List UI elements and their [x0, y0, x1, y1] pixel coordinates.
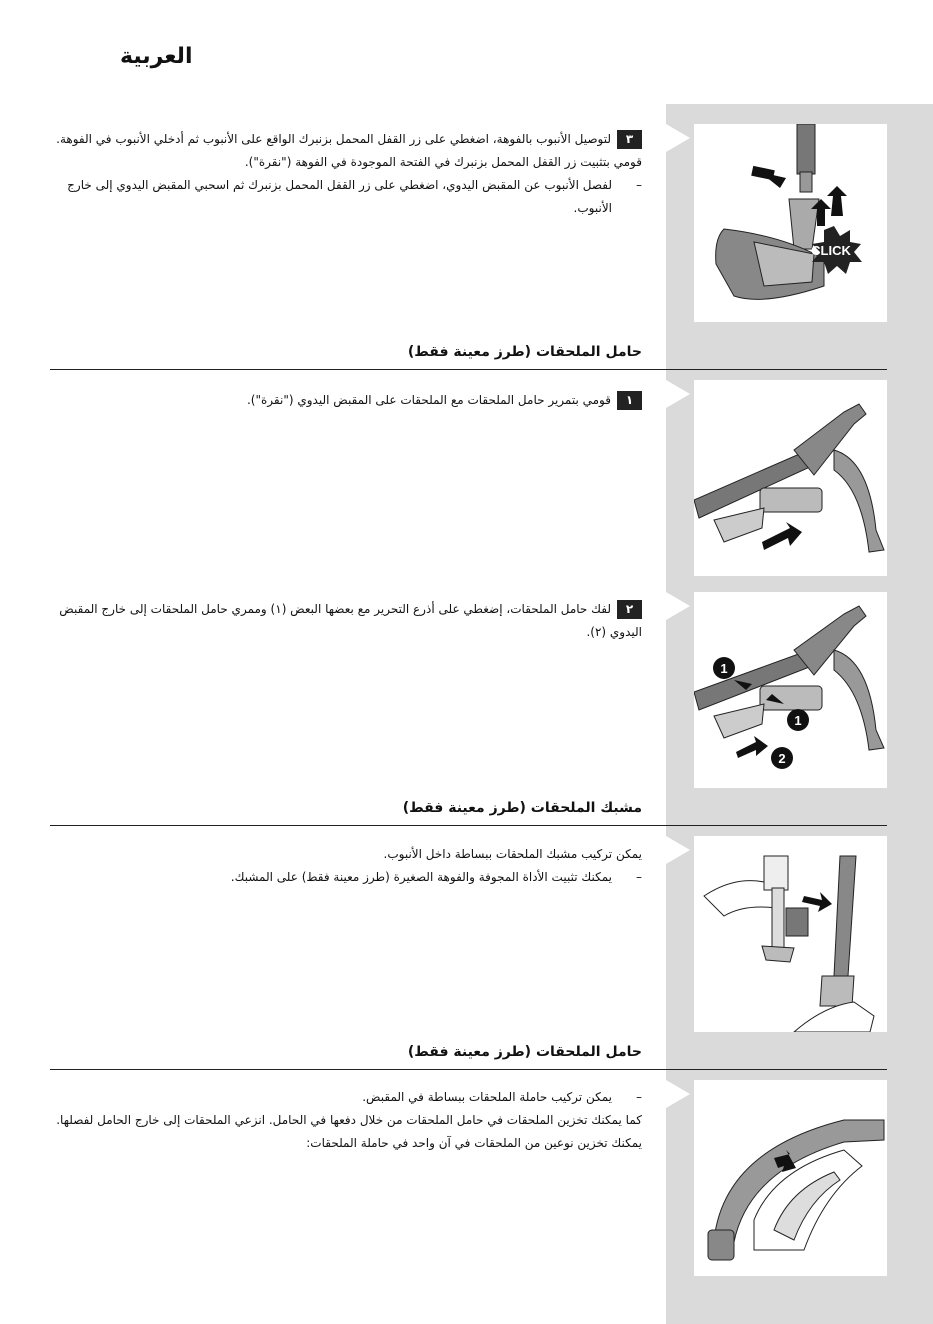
badge-1-lower: 1 [794, 713, 802, 728]
panel-pointer [666, 1080, 690, 1108]
badge-2: 2 [778, 751, 786, 766]
nozzle-illustration [694, 124, 887, 322]
panel-pointer [666, 380, 690, 408]
section-divider [50, 369, 887, 370]
connect-step [50, 128, 642, 220]
page-title: العربية [120, 44, 193, 69]
holder-storage-illustration [694, 1080, 887, 1276]
section-heading: حامل الملحقات (طرز معينة فقط) [407, 1044, 642, 1060]
holder2-line-3: يمكنك تخزين نوعين من الملحقات في آن واحد في حاملة الملحقات: [306, 1136, 642, 1150]
section-heading: مشبك الملحقات (طرز معينة فقط) [402, 800, 642, 816]
step-dash-text: لفصل الأنبوب عن المقبض اليدوي، اضغطي على زر القفل المحمل بزنبرك ثم اسحبي المقبض اليدوي إلى خارج الأنبوب. [67, 178, 612, 215]
holder2-text [50, 1086, 642, 1155]
holder-step-1 [50, 389, 642, 412]
clip-line: يمكن تركيب مشبك الملحقات ببساطة داخل الأنبوب. [383, 847, 642, 861]
click-label: CLICK [811, 243, 851, 258]
badge-1: 1 [720, 661, 728, 676]
panel-pointer [666, 124, 690, 152]
holder-release-illustration [694, 592, 887, 788]
step-text: لتوصيل الأنبوب بالفوهة، اضغطي على زر القفل المحمل بزنبرك الواقع على الأنبوب ثم أدخلي الأنبوب في الفوهة. قومي بتثبيت زر القفل المحمل بزنبرك في الفتحة الموجودة في الفوهة ("نقرة"). [56, 132, 642, 169]
step-number: ٣ [617, 130, 642, 149]
panel-pointer [666, 836, 690, 864]
dash-bullet: – [636, 1090, 642, 1104]
dash-bullet: – [636, 178, 642, 192]
step-text: قومي بتمرير حامل الملحقات مع الملحقات على المقبض اليدوي ("نقرة"). [246, 393, 611, 407]
clip-dash-text: يمكنك تثبيت الأداة المجوفة والفوهة الصغيرة (طرز معينة فقط) على المشبك. [230, 870, 612, 884]
step-number: ١ [617, 391, 642, 410]
holder-attach-illustration [694, 380, 887, 576]
section-heading: حامل الملحقات (طرز معينة فقط) [407, 344, 642, 360]
clip-text [50, 843, 642, 889]
clip-illustration [694, 836, 887, 1032]
panel-pointer [666, 592, 690, 620]
step-number: ٢ [617, 600, 642, 619]
section-divider [50, 1069, 887, 1070]
step-text: لفك حامل الملحقات، إضغطي على أذرع التحرير مع بعضها البعض (١) وممري حامل الملحقات إلى خارج المقبض اليدوي (٢). [59, 602, 642, 639]
holder2-dash-text: يمكن تركيب حاملة الملحقات ببساطة في المقبض. [362, 1090, 612, 1104]
dash-bullet: – [636, 870, 642, 884]
section-divider [50, 825, 887, 826]
holder2-line-2: كما يمكنك تخزين الملحقات في حامل الملحقات من خلال دفعها في الحامل. انزعي الملحقات إلى خارج الحامل لفصلها. [56, 1113, 642, 1127]
holder-step-2 [50, 598, 642, 644]
